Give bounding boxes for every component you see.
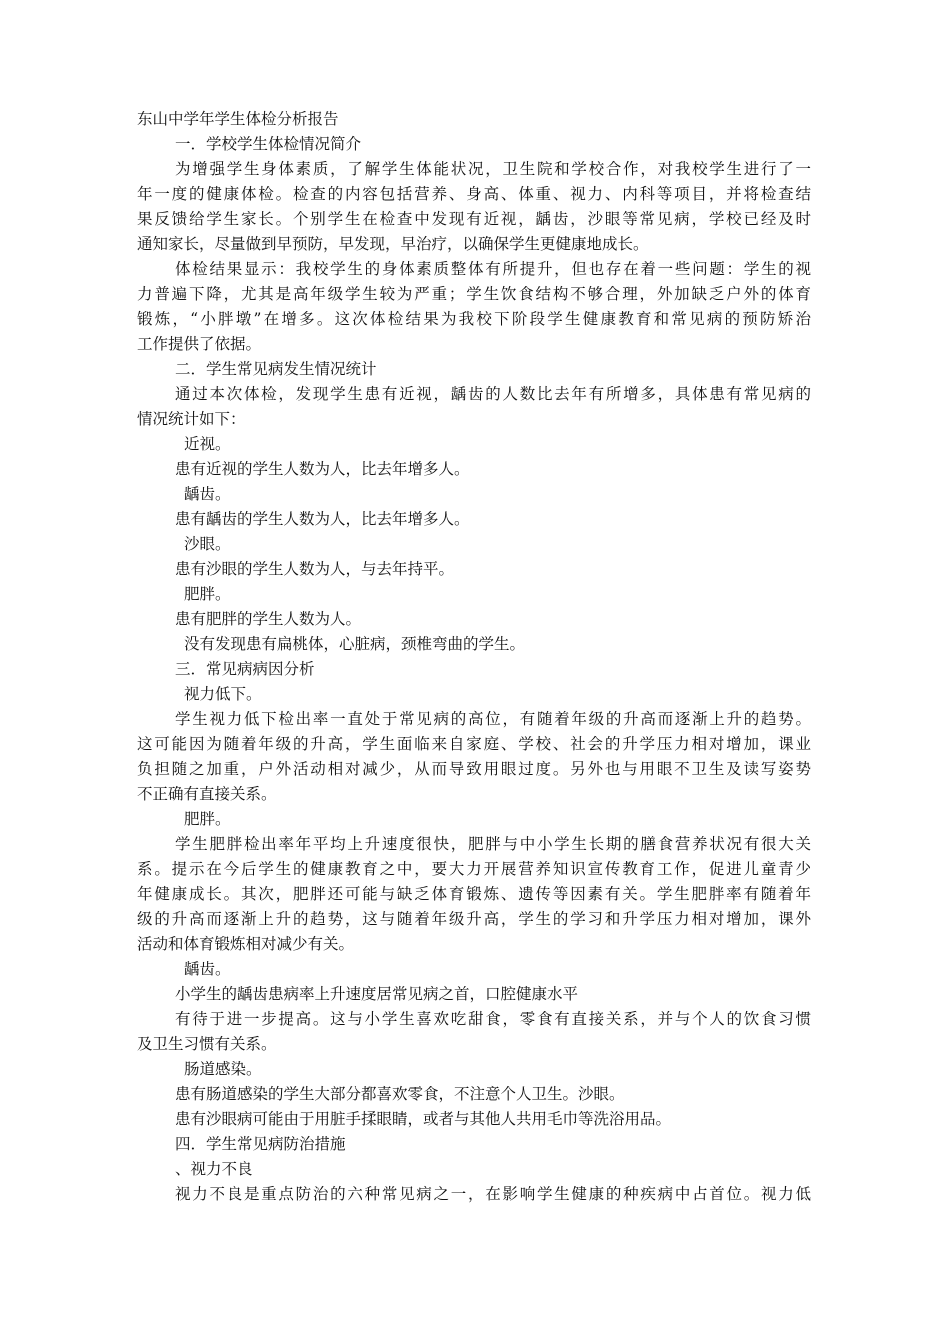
document-title: 东山中学年学生体检分析报告 — [137, 110, 339, 128]
item-heading: 肥胖。 — [184, 585, 231, 603]
paragraph-line: 学生肥胖检出率年平均上升速度很快，肥胖与中小学生长期的膳食营养状况有很大关 — [175, 835, 811, 853]
paragraph-line: 锻炼，“小胖墩”在增多。这次体检结果为我校下阶段学生健康教育和常见病的预防矫治 — [137, 310, 811, 328]
paragraph-line: 视力不良是重点防治的六种常见病之一，在影响学生健康的种疾病中占首位。视力低 — [175, 1185, 811, 1203]
paragraph-line: 为增强学生身体素质，了解学生体能状况，卫生院和学校合作，对我校学生进行了一 — [175, 160, 811, 178]
section-heading-2: 二．学生常见病发生情况统计 — [175, 360, 377, 378]
item-heading: 视力低下。 — [184, 685, 262, 703]
item-heading: 肥胖。 — [184, 810, 231, 828]
item-heading: 龋齿。 — [184, 960, 231, 978]
paragraph-line: 学生视力低下检出率一直处于常见病的高位，有随着年级的升高而逐渐上升的趋势。 — [175, 710, 811, 728]
item-heading: 、视力不良 — [175, 1160, 253, 1178]
paragraph-line: 小学生的龋齿患病率上升速度居常见病之首，口腔健康水平 — [175, 985, 579, 1003]
paragraph-line: 体检结果显示：我校学生的身体素质整体有所提升，但也存在着一些问题：学生的视 — [175, 260, 811, 278]
paragraph-line: 情况统计如下： — [137, 410, 246, 428]
paragraph-line: 这可能因为随着年级的升高，学生面临来自家庭、学校、社会的升学压力相对增加，课业 — [137, 735, 811, 753]
paragraph-line: 患有肥胖的学生人数为人。 — [175, 610, 362, 628]
paragraph-line: 级的升高而逐渐上升的趋势，这与随着年级升高，学生的学习和升学压力相对增加，课外 — [137, 910, 811, 928]
paragraph-line: 患有沙眼病可能由于用脏手揉眼睛，或者与其他人共用毛巾等洗浴用品。 — [175, 1110, 672, 1128]
item-heading: 沙眼。 — [184, 535, 231, 553]
paragraph-line: 负担随之加重，户外活动相对减少，从而导致用眼过度。另外也与用眼不卫生及读写姿势 — [137, 760, 811, 778]
paragraph-line: 患有龋齿的学生人数为人，比去年增多人。 — [175, 510, 470, 528]
section-heading-4: 四．学生常见病防治措施 — [175, 1135, 346, 1153]
paragraph-line: 患有肠道感染的学生大部分都喜欢零食，不注意个人卫生。沙眼。 — [175, 1085, 625, 1103]
paragraph-line: 有待于进一步提高。这与小学生喜欢吃甜食，零食有直接关系，并与个人的饮食习惯 — [175, 1010, 811, 1028]
paragraph-line: 通知家长，尽量做到早预防，早发现，早治疗，以确保学生更健康地成长。 — [137, 235, 649, 253]
item-heading: 龋齿。 — [184, 485, 231, 503]
paragraph-line: 年健康成长。其次，肥胖还可能与缺乏体育锻炼、遗传等因素有关。学生肥胖率有随着年 — [137, 885, 811, 903]
paragraph-line: 活动和体育锻炼相对减少有关。 — [137, 935, 355, 953]
section-heading-3: 三．常见病病因分析 — [175, 660, 315, 678]
item-heading: 近视。 — [184, 435, 231, 453]
paragraph-line: 年一度的健康体检。检查的内容包括营养、身高、体重、视力、内科等项目，并将检查结 — [137, 185, 811, 203]
section-heading-1: 一．学校学生体检情况简介 — [175, 135, 362, 153]
paragraph-line: 力普遍下降，尤其是高年级学生较为严重；学生饮食结构不够合理，外加缺乏户外的体育 — [137, 285, 811, 303]
paragraph-line: 患有沙眼的学生人数为人，与去年持平。 — [175, 560, 455, 578]
paragraph-line: 不正确有直接关系。 — [137, 785, 277, 803]
item-heading: 肠道感染。 — [184, 1060, 262, 1078]
paragraph-line: 通过本次体检，发现学生患有近视，龋齿的人数比去年有所增多，具体患有常见病的 — [175, 385, 811, 403]
paragraph-line: 及卫生习惯有关系。 — [137, 1035, 277, 1053]
paragraph-line: 没有发现患有扁桃体，心脏病，颈椎弯曲的学生。 — [184, 635, 526, 653]
paragraph-line: 果反馈给学生家长。个别学生在检查中发现有近视，龋齿，沙眼等常见病，学校已经及时 — [137, 210, 811, 228]
paragraph-line: 患有近视的学生人数为人，比去年增多人。 — [175, 460, 470, 478]
paragraph-line: 工作提供了依据。 — [137, 335, 262, 353]
paragraph-line: 系。提示在今后学生的健康教育之中，要大力开展营养知识宣传教育工作，促进儿童青少 — [137, 860, 811, 878]
